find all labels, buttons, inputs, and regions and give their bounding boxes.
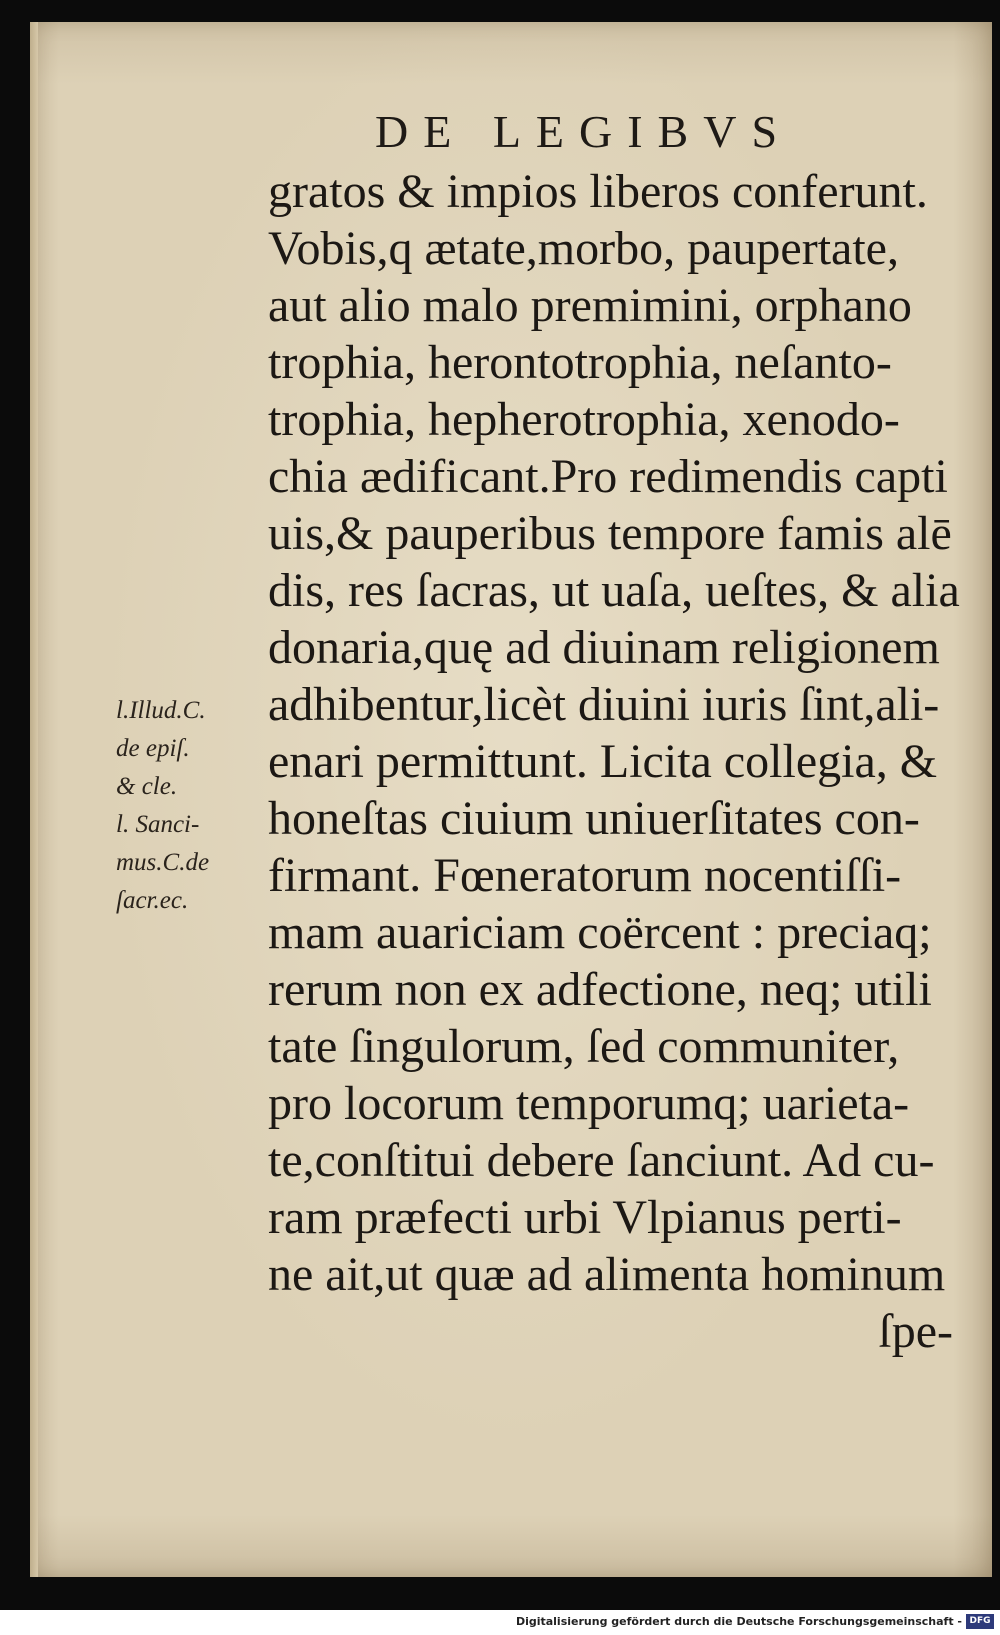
running-head: DE LEGIBVS — [375, 106, 793, 157]
text-line: ne ait,ut quæ ad alimenta hominum — [268, 1248, 946, 1301]
footer-bar — [0, 1610, 1000, 1635]
text-line: Vobis,q ætate,morbo, paupertate, — [268, 222, 899, 275]
marginal-note-line: l.Illud.C. — [116, 697, 206, 724]
catchword: ſpe- — [878, 1305, 953, 1358]
marginal-note-line: ſacr.ec. — [116, 887, 189, 914]
text-line: rerum non ex adfectione, neq; utili — [268, 963, 932, 1016]
text-line: enari permittunt. Licita collegia, & — [268, 735, 938, 788]
text-line: tate ſingulorum, ſed communiter, — [268, 1020, 900, 1073]
text-line: trophia, herontotrophia, neſanto- — [268, 336, 892, 389]
text-line: honeſtas ciuium uniuerſitates con- — [268, 792, 920, 845]
marginal-note — [116, 692, 209, 920]
text-line: donaria,quę ad diuinam religionem — [268, 621, 940, 674]
text-line: dis, res ſacras, ut uaſa, ueſtes, & alia — [268, 564, 960, 617]
funding-credit: Digitalisierung gefördert durch die Deutsche Forschungsgemeinschaft - — [515, 1615, 962, 1628]
marginal-note-line: mus.C.de — [116, 849, 210, 876]
body-text — [268, 163, 963, 1360]
text-line: ram præfecti urbi Vlpianus perti- — [268, 1191, 902, 1244]
text-line: aut alio malo premimini, orphano — [268, 279, 912, 332]
marginal-note-line: l. Sanci- — [116, 811, 200, 838]
text-line: trophia, hepherotrophia, xenodo- — [268, 393, 900, 446]
text-line: pro locorum temporumq; uarieta- — [268, 1077, 910, 1130]
page-edge — [30, 22, 38, 1577]
text-line: gratos & impios liberos conferunt. — [268, 165, 928, 218]
text-line: uis,& pauperibus tempore famis alē — [268, 507, 952, 560]
marginal-note-line: de epiſ. — [116, 735, 190, 762]
text-line: mam auariciam coërcent : preciaq; — [268, 906, 932, 959]
dfg-logo: DFG — [966, 1614, 994, 1629]
text-line: adhibentur,licèt diuini iuris ſint,ali- — [268, 678, 940, 731]
text-line: te,conſtitui debere ſanciunt. Ad cu- — [268, 1134, 935, 1187]
text-line: firmant. Fœneratorum nocentiſſi- — [268, 849, 902, 902]
marginal-note-line: & cle. — [116, 773, 178, 800]
text-line: chia ædificant.Pro redimendis capti — [268, 450, 948, 503]
